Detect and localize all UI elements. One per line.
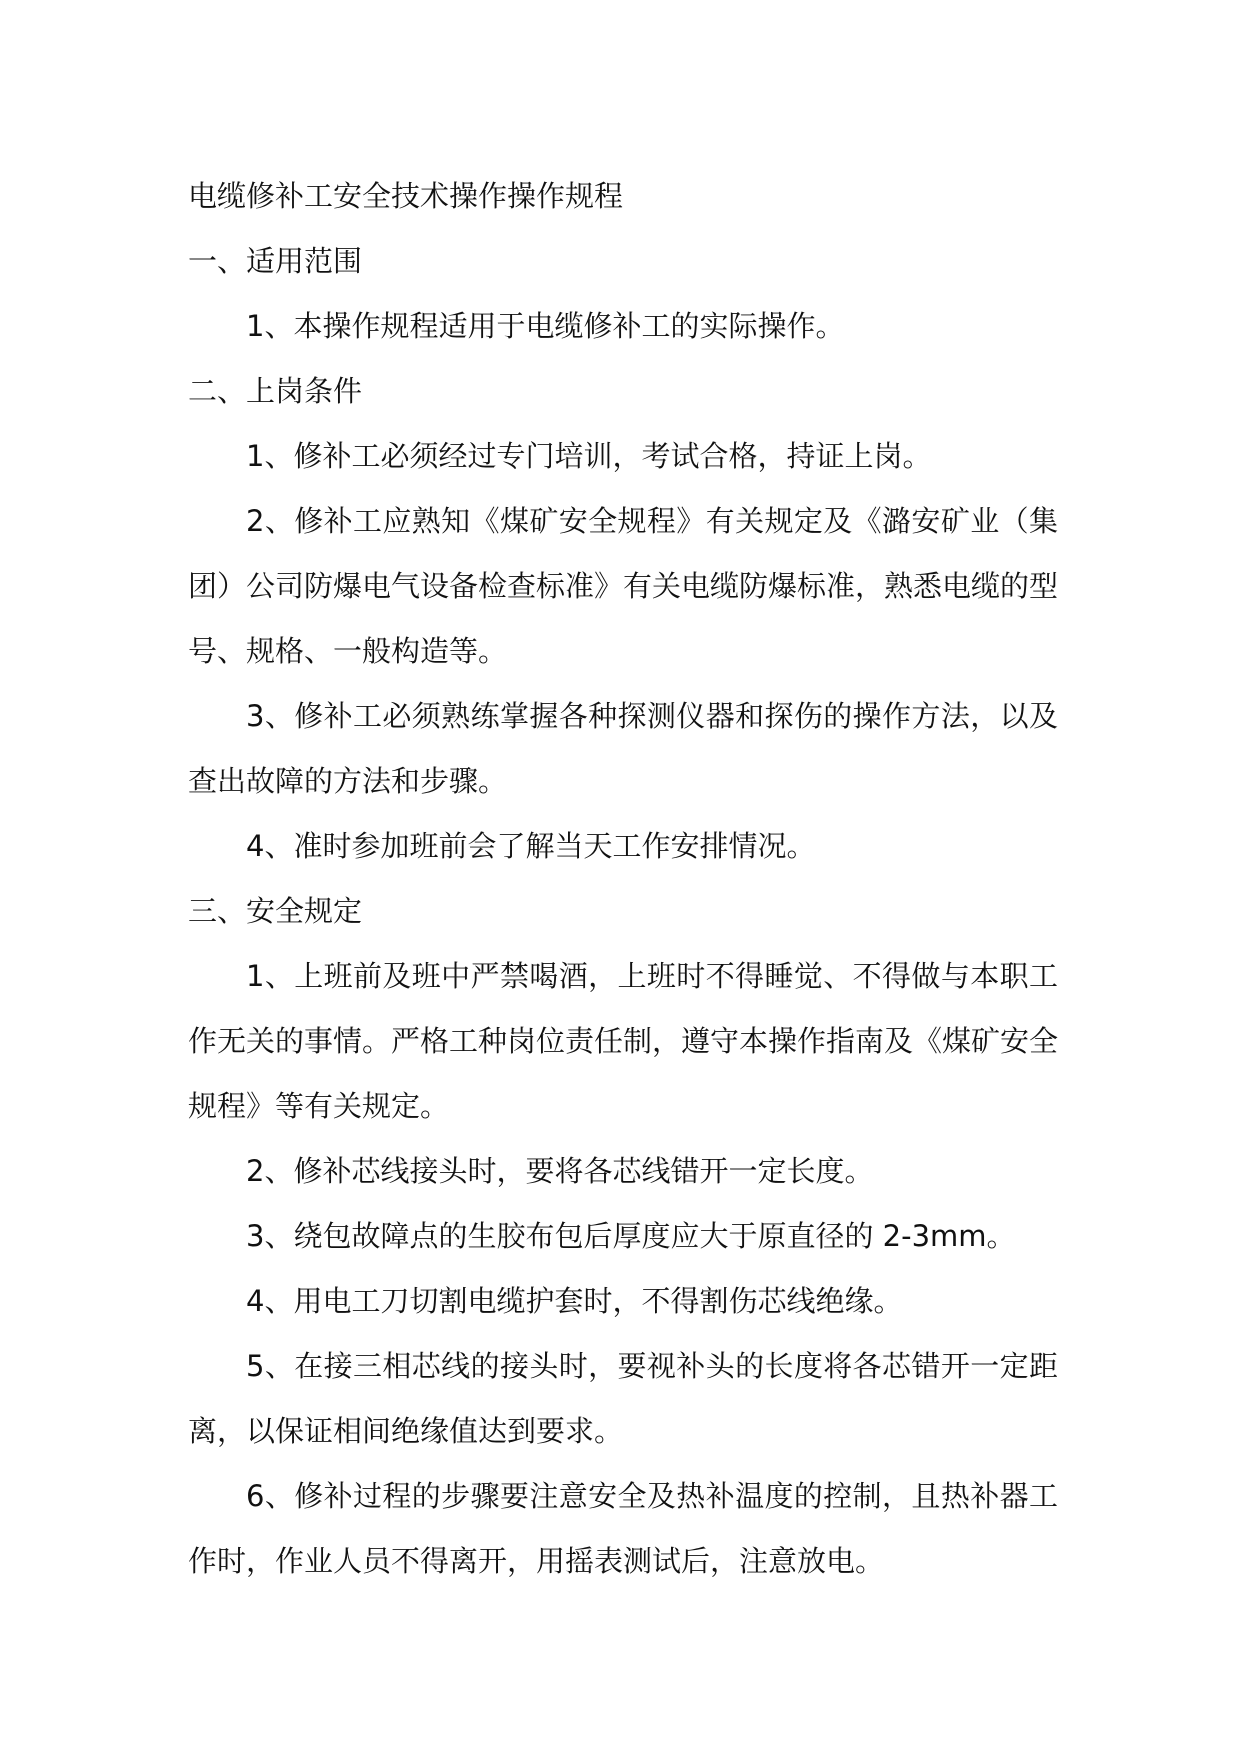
document-title: 电缆修补工安全技术操作操作规程 [188, 179, 624, 213]
list-item: 1、修补工必须经过专门培训，考试合格，持证上岗。 [246, 439, 932, 473]
section-heading-qualifications: 二、上岗条件 [188, 374, 363, 408]
list-item: 4、准时参加班前会了解当天工作安排情况。 [246, 829, 816, 863]
list-item: 3、修补工必须熟练掌握各种探测仪器和探伤的操作方法，以及查出故障的方法和步骤。 [188, 699, 1058, 798]
list-item: 3、绕包故障点的生胶布包后厚度应大于原直径的 2-3mm。 [246, 1219, 1016, 1253]
list-item: 6、修补过程的步骤要注意安全及热补温度的控制，且热补器工作时，作业人员不得离开，用摇表测试后，注意放电。 [188, 1479, 1058, 1578]
section-heading-safety-rules: 三、安全规定 [188, 894, 363, 928]
list-item: 5、在接三相芯线的接头时，要视补头的长度将各芯错开一定距离，以保证相间绝缘值达到要求。 [188, 1349, 1058, 1448]
document-body [188, 164, 1058, 1594]
list-item: 1、上班前及班中严禁喝酒，上班时不得睡觉、不得做与本职工作无关的事情。严格工种岗位责任制，遵守本操作指南及《煤矿安全规程》等有关规定。 [188, 959, 1059, 1123]
section-heading-scope: 一、适用范围 [188, 244, 363, 278]
list-item: 4、用电工刀切割电缆护套时，不得割伤芯线绝缘。 [246, 1284, 903, 1318]
list-item: 2、修补芯线接头时，要将各芯线错开一定长度。 [246, 1154, 874, 1188]
list-item: 2、修补工应熟知《煤矿安全规程》有关规定及《潞安矿业（集团）公司防爆电气设备检查标准》有关电缆防爆标准，熟悉电缆的型号、规格、一般构造等。 [188, 504, 1059, 668]
list-item: 1、本操作规程适用于电缆修补工的实际操作。 [246, 309, 845, 343]
